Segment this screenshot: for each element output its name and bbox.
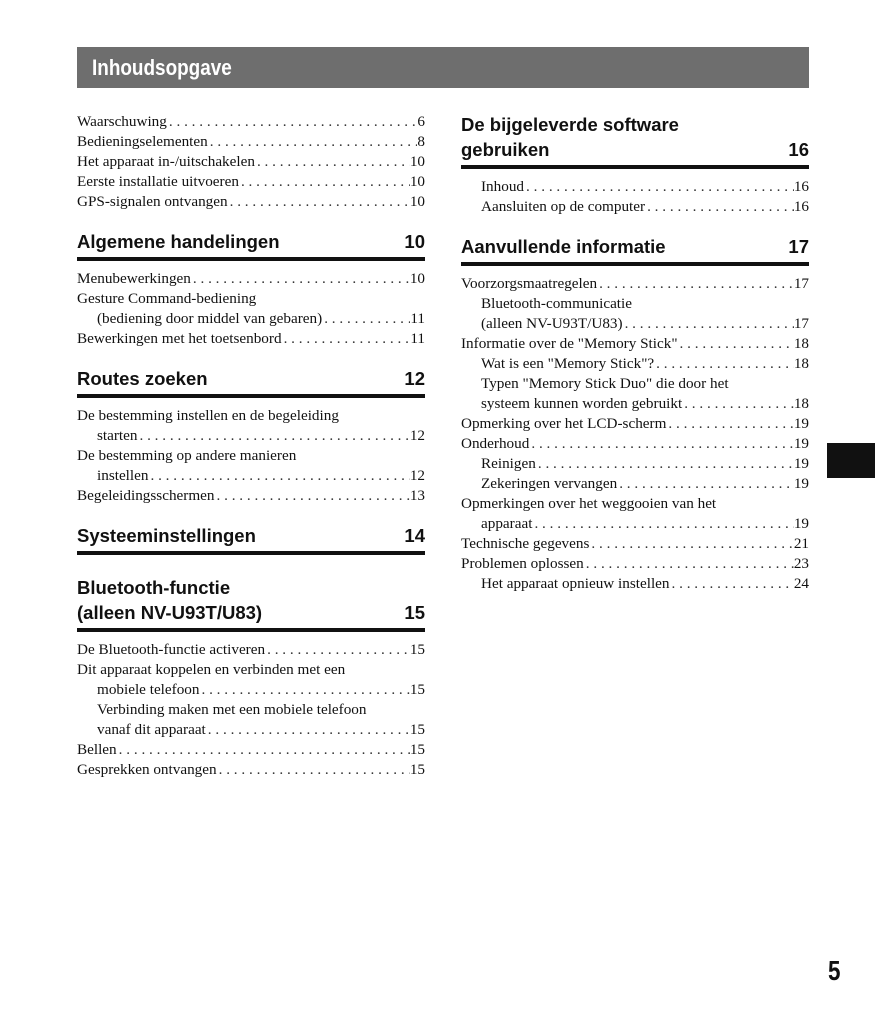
toc-entry-bestemming-manieren-line2[interactable]: instellen . . . 12: [77, 466, 425, 486]
toc-entry-ms-duo-line1[interactable]: Typen "Memory Stick Duo" die door het: [481, 375, 729, 392]
toc-entry-voorzorg[interactable]: Voorzorgsmaatregelen . . . 17: [461, 274, 809, 294]
toc-entry-aansluiten[interactable]: Aansluiten op de computer . . . 16: [461, 197, 809, 217]
toc-entry-gesture-line2[interactable]: (bediening door middel van gebaren) . . . 11: [77, 309, 425, 329]
toc-section-systeem: [77, 523, 425, 555]
toc-section-bluetooth: [77, 575, 425, 780]
toc-entry-bt-communicatie-line2[interactable]: (alleen NV-U93T/U83) . . . 17: [461, 314, 809, 334]
toc-entry-menubewerkingen[interactable]: Menubewerkingen . . . 10: [77, 269, 425, 289]
toc-entry-ms-what[interactable]: Wat is een "Memory Stick"? . . . 18: [461, 354, 809, 374]
toc-entry-verbinding-line2[interactable]: vanaf dit apparaat . . . 15: [77, 720, 425, 740]
section-heading-bluetooth[interactable]: Bluetooth-functie (alleen NV-U93T/U83) 15: [77, 575, 425, 632]
toc-entry-zekeringen[interactable]: Zekeringen vervangen . . . 19: [461, 474, 809, 494]
section-heading-software[interactable]: De bijgeleverde software gebruiken 16: [461, 112, 809, 169]
toc-entry-eerste-installatie[interactable]: Eerste installatie uitvoeren . . . 10: [77, 172, 425, 192]
toc-intro-section: [77, 112, 425, 212]
toc-entry-weggooien-line2[interactable]: apparaat . . . 19: [461, 514, 809, 534]
toc-entry-in-uitschakelen[interactable]: Het apparaat in-/uitschakelen . . . 10: [77, 152, 425, 172]
toc-left-column: [77, 112, 425, 797]
toc-entry-bedieningselementen[interactable]: Bedieningselementen . . . 8: [77, 132, 425, 152]
toc-section-aanvullend: [461, 234, 809, 594]
toc-entry-bt-communicatie-line1[interactable]: Bluetooth-communicatie: [481, 295, 632, 312]
toc-entry-bestemming-begeleiding-line2[interactable]: starten . . . 12: [77, 426, 425, 446]
toc-entry-verbinding-line1[interactable]: Verbinding maken met een mobiele telefoon: [97, 701, 367, 718]
toc-entry-toetsenbord[interactable]: Bewerkingen met het toetsenbord . . . 11: [77, 329, 425, 349]
page-title: Inhoudsopgave: [92, 54, 232, 80]
toc-entry-koppelen-line1[interactable]: Dit apparaat koppelen en verbinden met een: [77, 661, 346, 678]
section-heading-aanvullend[interactable]: Aanvullende informatie 17: [461, 234, 809, 266]
toc-entry-gesprekken-ontvangen[interactable]: Gesprekken ontvangen . . . 15: [77, 760, 425, 780]
toc-entry-onderhoud[interactable]: Onderhoud . . . 19: [461, 434, 809, 454]
toc-entry-waarschuwing[interactable]: Waarschuwing . . . 6: [77, 112, 425, 132]
toc-entry-gesture-line1[interactable]: Gesture Command-bediening: [77, 290, 257, 307]
toc-entry-inhoud[interactable]: Inhoud . . . 16: [461, 177, 809, 197]
section-heading-systeem[interactable]: Systeeminstellingen 14: [77, 523, 425, 555]
toc-section-routes: [77, 366, 425, 506]
page-number: 5: [828, 955, 841, 986]
section-heading-bluetooth-line1: Bluetooth-functie: [77, 577, 231, 598]
toc-entry-bt-activeren[interactable]: De Bluetooth-functie activeren . . . 15: [77, 640, 425, 660]
toc-entry-reinigen[interactable]: Reinigen . . . 19: [461, 454, 809, 474]
section-heading-bluetooth-line2: (alleen NV-U93T/U83): [77, 602, 263, 623]
title-bar: [77, 47, 809, 88]
toc-entry-gps-signalen[interactable]: GPS-signalen ontvangen . . . 10: [77, 192, 425, 212]
section-heading-software-line1: De bijgeleverde software: [461, 114, 679, 135]
toc-entry-problemen[interactable]: Problemen oplossen . . . 23: [461, 554, 809, 574]
section-heading-algemene[interactable]: Algemene handelingen 10: [77, 229, 425, 261]
toc-entry-bestemming-begeleiding-line1[interactable]: De bestemming instellen en de begeleiding: [77, 407, 339, 424]
section-heading-routes[interactable]: Routes zoeken 12: [77, 366, 425, 398]
toc-entry-begeleidingsschermen[interactable]: Begeleidingsschermen . . . 13: [77, 486, 425, 506]
toc-right-column: [461, 112, 809, 611]
toc-entry-ms-duo-line2[interactable]: systeem kunnen worden gebruikt . . . 18: [461, 394, 809, 414]
toc-entry-technisch[interactable]: Technische gegevens . . . 21: [461, 534, 809, 554]
toc-entry-weggooien-line1[interactable]: Opmerkingen over het weggooien van het: [461, 495, 717, 512]
toc-entry-lcd[interactable]: Opmerking over het LCD-scherm . . . 19: [461, 414, 809, 434]
toc-section-software: [461, 112, 809, 217]
toc-entry-opnieuw[interactable]: Het apparaat opnieuw instellen . . . 24: [461, 574, 809, 594]
toc-entry-bellen[interactable]: Bellen . . . 15: [77, 740, 425, 760]
toc-entry-koppelen-line2[interactable]: mobiele telefoon . . . 15: [77, 680, 425, 700]
section-heading-software-line2: gebruiken: [461, 139, 550, 160]
toc-section-algemene: [77, 229, 425, 349]
toc-entry-ms-info[interactable]: Informatie over de "Memory Stick" . . . 18: [461, 334, 809, 354]
chapter-tab-marker: [827, 443, 875, 478]
toc-entry-bestemming-manieren-line1[interactable]: De bestemming op andere manieren: [77, 447, 297, 464]
